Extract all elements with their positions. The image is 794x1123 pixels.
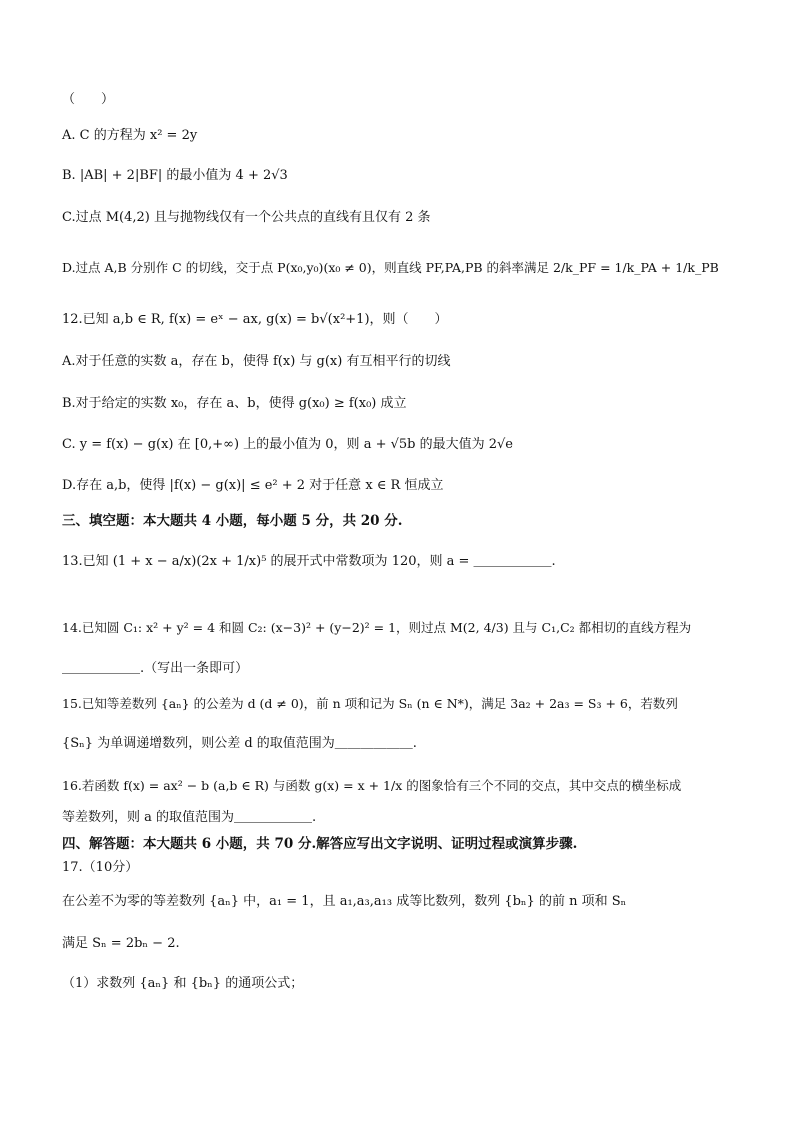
q12-option-c: C. y = f(x) − g(x) 在 [0,+∞) 上的最小值为 0，则 a + √5b 的最大值为 2√e [62, 437, 513, 452]
q14-line1: 14.已知圆 C₁: x² + y² = 4 和圆 C₂: (x−3)² + (y−2)² = 1，则过点 M(2, 4/3) 且与 C₁,C₂ 都相切的直线方程为 [62, 620, 692, 635]
section-fill-in-heading: 三、填空题：本大题共 4 小题，每小题 5 分，共 20 分. [62, 513, 403, 529]
q17-stem-line2: 满足 Sₙ = 2bₙ − 2. [62, 936, 180, 951]
q11-option-a: A. C 的方程为 x² = 2y [62, 128, 198, 143]
q11-option-b: B. |AB| + 2|BF| 的最小值为 4 + 2√3 [62, 168, 288, 183]
q15-line2: {Sₙ} 为单调递增数列，则公差 d 的取值范围为＿＿＿＿＿＿. [62, 736, 417, 751]
q16-line2: 等差数列，则 a 的取值范围为＿＿＿＿＿＿. [62, 810, 317, 825]
q13: 13.已知 (1 + x − a/x)(2x + 1/x)⁵ 的展开式中常数项为 120，则 a = ＿＿＿＿＿＿. [62, 554, 556, 569]
q12-stem: 12.已知 a,b ∈ R, f(x) = eˣ − ax, g(x) = b√(x²+1)，则（ ） [62, 312, 448, 327]
q12-option-a: A.对于任意的实数 a，存在 b，使得 f(x) 与 g(x) 有互相平行的切线 [62, 354, 451, 369]
q11-option-c: C.过点 M(4,2) 且与抛物线仅有一个公共点的直线有且仅有 2 条 [62, 210, 431, 225]
q14-line2: ＿＿＿＿＿＿.（写出一条即可） [62, 661, 249, 676]
q15-line1: 15.已知等差数列 {aₙ} 的公差为 d (d ≠ 0)，前 n 项和记为 Sₙ (n ∈ N*)，满足 3a₂ + 2a₃ = S₃ + 6，若数列 [62, 696, 678, 711]
answer-paren: （ ） [62, 92, 115, 107]
q11-option-d: D.过点 A,B 分别作 C 的切线，交于点 P(x₀,y₀)(x₀ ≠ 0)，则直线 PF,PA,PB 的斜率满足 2/k_PF = 1/k_PA + 1/k_PB [62, 260, 719, 275]
q17-header: 17.（10分） [62, 860, 139, 875]
q12-option-d: D.存在 a,b，使得 |f(x) − g(x)| ≤ e² + 2 对于任意 x ∈ R 恒成立 [62, 478, 444, 493]
q16-line1: 16.若函数 f(x) = ax² − b (a,b ∈ R) 与函数 g(x) = x + 1/x 的图象恰有三个不同的交点，其中交点的横坐标成 [62, 778, 682, 793]
q17-stem-line1: 在公差不为零的等差数列 {aₙ} 中，a₁ = 1，且 a₁,a₃,a₁₃ 成等比数列，数列 {bₙ} 的前 n 项和 Sₙ [62, 894, 627, 909]
q17-part1: （1）求数列 {aₙ} 和 {bₙ} 的通项公式； [62, 976, 304, 991]
q12-option-b: B.对于给定的实数 x₀，存在 a、b，使得 g(x₀) ≥ f(x₀) 成立 [62, 396, 407, 411]
section-solution-heading: 四、解答题：本大题共 6 小题，共 70 分.解答应写出文字说明、证明过程或演算步骤. [62, 836, 578, 852]
